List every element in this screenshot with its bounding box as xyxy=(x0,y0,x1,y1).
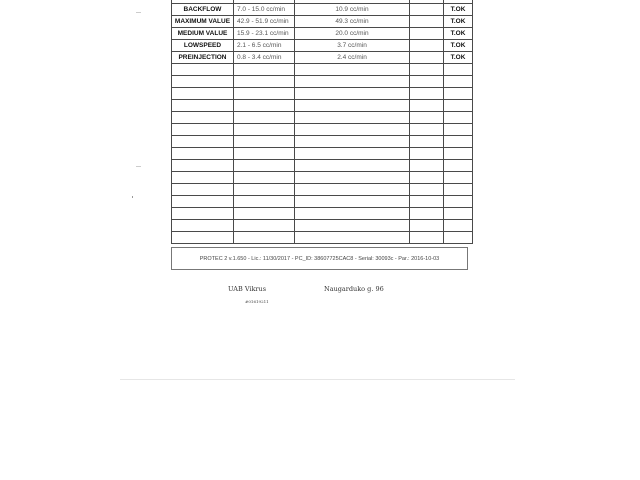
software-info-text: PROTEC 2 v.1.650 - Lic.: 11/30/2017 - PC_ID: 38607725CAC8 - Serial: 30093c - Par.: 2016-10-03 xyxy=(199,256,440,262)
extra-cell xyxy=(410,112,444,124)
test-name-cell xyxy=(172,112,234,124)
table-row xyxy=(172,76,473,88)
status-cell: T.OK xyxy=(444,16,473,28)
measured-cell xyxy=(295,136,410,148)
range-cell xyxy=(234,88,295,100)
extra-cell xyxy=(410,196,444,208)
table-row xyxy=(172,4,473,16)
measured-cell xyxy=(295,232,410,244)
range-cell xyxy=(234,232,295,244)
extra-cell xyxy=(410,88,444,100)
status-cell xyxy=(444,76,473,88)
status-cell xyxy=(444,208,473,220)
status-cell xyxy=(444,88,473,100)
measured-cell: 49.3 cc/min xyxy=(295,16,410,28)
test-name-cell xyxy=(172,196,234,208)
status-cell: T.OK xyxy=(444,28,473,40)
measured-cell xyxy=(295,100,410,112)
table-row xyxy=(172,124,473,136)
status-cell xyxy=(444,184,473,196)
test-name-cell: MEDIUM VALUE xyxy=(172,28,234,40)
range-cell xyxy=(234,100,295,112)
status-cell xyxy=(444,160,473,172)
page-divider xyxy=(120,379,515,380)
extra-cell xyxy=(410,16,444,28)
range-cell: 7.0 - 15.0 cc/min xyxy=(234,4,295,16)
scan-mark xyxy=(136,12,141,13)
table-row xyxy=(172,148,473,160)
range-cell xyxy=(234,172,295,184)
status-cell xyxy=(444,100,473,112)
status-cell xyxy=(444,64,473,76)
table-row xyxy=(172,184,473,196)
extra-cell xyxy=(410,232,444,244)
range-cell: 2.1 - 6.5 cc/min xyxy=(234,40,295,52)
table-row xyxy=(172,208,473,220)
range-cell xyxy=(234,160,295,172)
test-name-cell xyxy=(172,172,234,184)
test-name-cell xyxy=(172,160,234,172)
range-cell xyxy=(234,64,295,76)
extra-cell xyxy=(410,172,444,184)
test-name-cell xyxy=(172,124,234,136)
extra-cell xyxy=(410,28,444,40)
measured-cell xyxy=(295,88,410,100)
table-row xyxy=(172,172,473,184)
table-row xyxy=(172,28,473,40)
extra-cell xyxy=(410,220,444,232)
table-row xyxy=(172,52,473,64)
table-row xyxy=(172,196,473,208)
measured-cell: 10.9 cc/min xyxy=(295,4,410,16)
range-cell xyxy=(234,196,295,208)
company-code: #01619211 xyxy=(245,299,269,304)
range-cell xyxy=(234,184,295,196)
status-cell xyxy=(444,124,473,136)
table-row xyxy=(172,220,473,232)
extra-cell xyxy=(410,4,444,16)
range-cell xyxy=(234,112,295,124)
extra-cell xyxy=(410,160,444,172)
range-cell xyxy=(234,136,295,148)
range-cell xyxy=(234,124,295,136)
extra-cell xyxy=(410,136,444,148)
test-name-cell: LOWSPEED xyxy=(172,40,234,52)
status-cell xyxy=(444,112,473,124)
test-name-cell xyxy=(172,88,234,100)
measured-cell xyxy=(295,148,410,160)
test-name-cell xyxy=(172,184,234,196)
measured-cell xyxy=(295,112,410,124)
table-row xyxy=(172,232,473,244)
test-name-cell: BACKFLOW xyxy=(172,4,234,16)
status-cell xyxy=(444,136,473,148)
results-table xyxy=(171,0,473,244)
measured-cell xyxy=(295,64,410,76)
range-cell: 15.9 - 23.1 cc/min xyxy=(234,28,295,40)
range-cell xyxy=(234,208,295,220)
test-name-cell xyxy=(172,64,234,76)
software-info-box xyxy=(171,247,468,270)
status-cell: T.OK xyxy=(444,52,473,64)
range-cell: 42.9 - 51.9 cc/min xyxy=(234,16,295,28)
measured-cell: 20.0 cc/min xyxy=(295,28,410,40)
status-cell: T.OK xyxy=(444,40,473,52)
status-cell xyxy=(444,232,473,244)
extra-cell xyxy=(410,100,444,112)
measured-cell xyxy=(295,160,410,172)
test-name-cell xyxy=(172,76,234,88)
table-row xyxy=(172,100,473,112)
company-name: UAB Vikrus xyxy=(228,285,267,293)
table-row xyxy=(172,64,473,76)
measured-cell xyxy=(295,220,410,232)
measured-cell xyxy=(295,196,410,208)
test-name-cell xyxy=(172,148,234,160)
range-cell xyxy=(234,220,295,232)
table-row xyxy=(172,160,473,172)
test-name-cell xyxy=(172,220,234,232)
measured-cell: 3.7 cc/min xyxy=(295,40,410,52)
extra-cell xyxy=(410,52,444,64)
extra-cell xyxy=(410,124,444,136)
status-cell: T.OK xyxy=(444,4,473,16)
table-row xyxy=(172,16,473,28)
measured-cell xyxy=(295,124,410,136)
test-name-cell xyxy=(172,208,234,220)
scan-dot xyxy=(132,196,133,198)
extra-cell xyxy=(410,76,444,88)
range-cell xyxy=(234,76,295,88)
status-cell xyxy=(444,148,473,160)
range-cell xyxy=(234,148,295,160)
status-cell xyxy=(444,172,473,184)
test-name-cell: MAXIMUM VALUE xyxy=(172,16,234,28)
test-name-cell: PREINJECTION xyxy=(172,52,234,64)
extra-cell xyxy=(410,184,444,196)
test-name-cell xyxy=(172,136,234,148)
measured-cell: 2.4 cc/min xyxy=(295,52,410,64)
measured-cell xyxy=(295,208,410,220)
extra-cell xyxy=(410,40,444,52)
table-row xyxy=(172,40,473,52)
scan-mark xyxy=(136,166,141,167)
test-name-cell xyxy=(172,100,234,112)
status-cell xyxy=(444,220,473,232)
measured-cell xyxy=(295,184,410,196)
status-cell xyxy=(444,196,473,208)
table-row xyxy=(172,136,473,148)
test-name-cell xyxy=(172,232,234,244)
company-address: Naugarduko g. 96 xyxy=(324,285,384,293)
table-row xyxy=(172,88,473,100)
range-cell: 0.8 - 3.4 cc/min xyxy=(234,52,295,64)
table-row xyxy=(172,112,473,124)
extra-cell xyxy=(410,148,444,160)
measured-cell xyxy=(295,172,410,184)
measured-cell xyxy=(295,76,410,88)
extra-cell xyxy=(410,208,444,220)
extra-cell xyxy=(410,64,444,76)
